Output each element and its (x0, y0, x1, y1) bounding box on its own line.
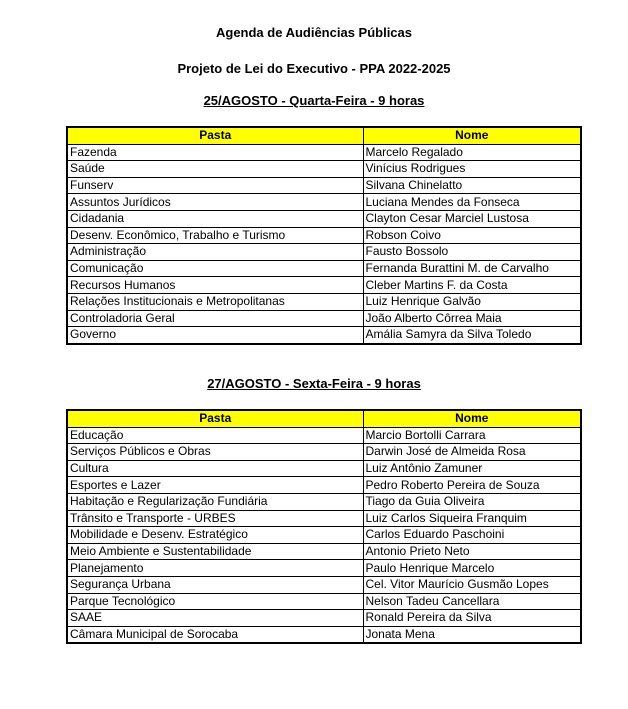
nome-cell: Fausto Bossolo (363, 244, 581, 261)
nome-cell: Paulo Henrique Marcelo (363, 560, 581, 577)
pasta-cell: Comunicação (67, 260, 363, 277)
nome-cell: Nelson Tadeu Cancellara (363, 593, 581, 610)
pasta-cell: Câmara Municipal de Sorocaba (67, 626, 363, 643)
day1-schedule-table (66, 126, 582, 345)
table-row (67, 493, 581, 510)
table-row (67, 576, 581, 593)
table-row (67, 144, 581, 161)
table-row (67, 543, 581, 560)
table-row (67, 277, 581, 294)
table-row (67, 610, 581, 627)
nome-cell: Luciana Mendes da Fonseca (363, 194, 581, 211)
table-row (67, 210, 581, 227)
pasta-cell: Cidadania (67, 210, 363, 227)
pasta-cell: Esportes e Lazer (67, 477, 363, 494)
pasta-cell: Segurança Urbana (67, 576, 363, 593)
pasta-cell: Mobilidade e Desenv. Estratégico (67, 527, 363, 544)
nome-cell: Robson Coivo (363, 227, 581, 244)
pasta-cell: Serviços Públicos e Obras (67, 444, 363, 461)
table-row (67, 626, 581, 643)
day2-heading: 27/AGOSTO - Sexta-Feira - 9 horas (207, 376, 421, 391)
column-header-pasta: Pasta (67, 410, 363, 427)
pasta-cell: Recursos Humanos (67, 277, 363, 294)
table-row (67, 227, 581, 244)
pasta-cell: Saúde (67, 161, 363, 178)
table-row (67, 310, 581, 327)
table-row (67, 177, 581, 194)
column-header-nome: Nome (363, 127, 581, 144)
pasta-cell: Cultura (67, 460, 363, 477)
pasta-cell: Meio Ambiente e Sustentabilidade (67, 543, 363, 560)
pasta-cell: Educação (67, 427, 363, 444)
nome-cell: Pedro Roberto Pereira de Souza (363, 477, 581, 494)
document-subtitle: Projeto de Lei do Executivo - PPA 2022-2025 (177, 61, 451, 76)
pasta-cell: Planejamento (67, 560, 363, 577)
pasta-cell: Governo (67, 327, 363, 344)
nome-cell: Marcio Bortolli Carrara (363, 427, 581, 444)
table-row (67, 327, 581, 344)
table-row (67, 460, 581, 477)
pasta-cell: Trânsito e Transporte - URBES (67, 510, 363, 527)
pasta-cell: Funserv (67, 177, 363, 194)
table-row (67, 161, 581, 178)
nome-cell: Jonata Mena (363, 626, 581, 643)
table-row (67, 194, 581, 211)
nome-cell: Cel. Vitor Maurício Gusmão Lopes (363, 576, 581, 593)
nome-cell: Tiago da Guia Oliveira (363, 493, 581, 510)
column-header-pasta: Pasta (67, 127, 363, 144)
table-row (67, 477, 581, 494)
pasta-cell: Parque Tecnológico (67, 593, 363, 610)
nome-cell: Silvana Chinelatto (363, 177, 581, 194)
document-title: Agenda de Audiências Públicas (215, 25, 412, 40)
nome-cell: Carlos Eduardo Paschoini (363, 527, 581, 544)
nome-cell: Marcelo Regalado (363, 144, 581, 161)
table-row (67, 260, 581, 277)
table-row (67, 427, 581, 444)
nome-cell: Fernanda Burattini M. de Carvalho (363, 260, 581, 277)
pasta-cell: Assuntos Jurídicos (67, 194, 363, 211)
nome-cell: Luiz Henrique Galvão (363, 293, 581, 310)
pasta-cell: Fazenda (67, 144, 363, 161)
nome-cell: Vinícius Rodrigues (363, 161, 581, 178)
nome-cell: Antonio Prieto Neto (363, 543, 581, 560)
day1-heading: 25/AGOSTO - Quarta-Feira - 9 horas (203, 93, 425, 108)
nome-cell: João Alberto Côrrea Maia (363, 310, 581, 327)
pasta-cell: Desenv. Econômico, Trabalho e Turismo (67, 227, 363, 244)
table-row (67, 293, 581, 310)
pasta-cell: Relações Institucionais e Metropolitanas (67, 293, 363, 310)
table-row (67, 527, 581, 544)
pasta-cell: Controladoria Geral (67, 310, 363, 327)
table-row (67, 510, 581, 527)
nome-cell: Luiz Carlos Siqueira Franquim (363, 510, 581, 527)
pasta-cell: Administração (67, 244, 363, 261)
table-row (67, 444, 581, 461)
table-header-row (67, 127, 581, 144)
nome-cell: Darwin José de Almeida Rosa (363, 444, 581, 461)
day2-schedule-table (66, 409, 582, 644)
nome-cell: Amália Samyra da Silva Toledo (363, 327, 581, 344)
nome-cell: Ronald Pereira da Silva (363, 610, 581, 627)
table-header-row (67, 410, 581, 427)
column-header-nome: Nome (363, 410, 581, 427)
table-row (67, 593, 581, 610)
pasta-cell: SAAE (67, 610, 363, 627)
table-row (67, 560, 581, 577)
table-row (67, 244, 581, 261)
nome-cell: Clayton Cesar Marciel Lustosa (363, 210, 581, 227)
nome-cell: Cleber Martins F. da Costa (363, 277, 581, 294)
pasta-cell: Habitação e Regularização Fundiária (67, 493, 363, 510)
nome-cell: Luiz Antônio Zamuner (363, 460, 581, 477)
